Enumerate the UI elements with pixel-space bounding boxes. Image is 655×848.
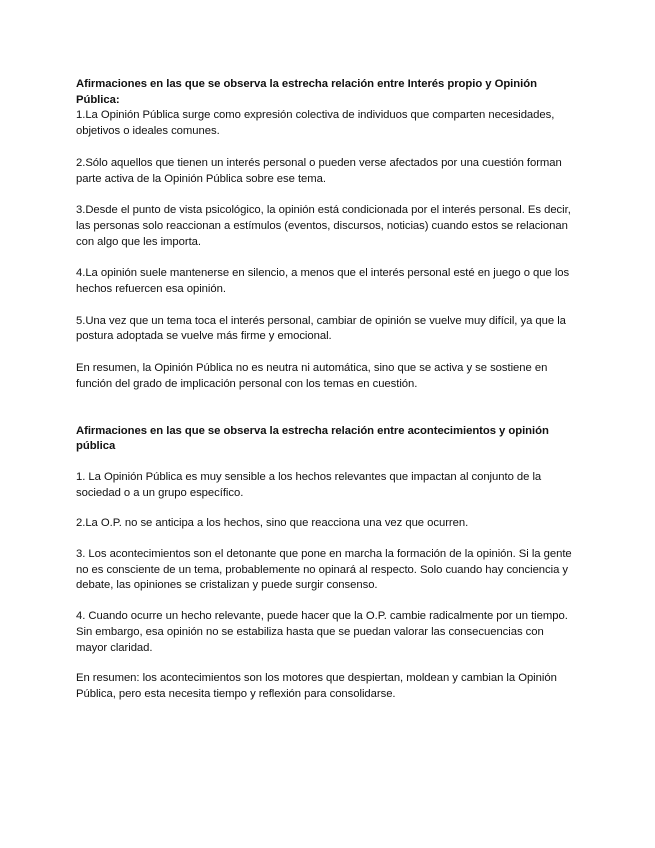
paragraph-interes-3: 3.Desde el punto de vista psicológico, la opinión está condicionada por el interés personal. Es decir, las personas solo reaccionan a estímulos (eventos, discursos, noticias) cuando estos se relacionan con algo que les importa. [76, 204, 571, 248]
paragraph-interes-4: 4.La opinión suele mantenerse en silencio, a menos que el interés personal esté en juego o que los hechos refuercen esa opinión. [76, 267, 570, 296]
section-heading-acontecimientos: Afirmaciones en las que se observa la estrecha relación entre acontecimientos y opinión pública [76, 424, 549, 453]
paragraph-acontecimientos-4: 4. Cuando ocurre un hecho relevante, puede hacer que la O.P. cambie radicalmente por un tiempo. Sin embargo, esa opinión no se estabiliza hasta que se puedan valorar las consecuencias con mayor claridad. [76, 610, 568, 654]
summary-acontecimientos: En resumen: los acontecimientos son los motores que despiertan, moldean y cambian la Opinión Pública, pero esta necesita tiempo y reflexión para consolidarse. [76, 672, 557, 700]
paragraph-acontecimientos-2: 2.La O.P. no se anticipa a los hechos, sino que reacciona una vez que ocurren. [76, 517, 469, 530]
section-heading-interes: Afirmaciones en las que se observa la estrecha relación entre Interés propio y Opinión Pública: [76, 78, 537, 106]
paragraph-acontecimientos-3: 3. Los acontecimientos son el detonante que pone en marcha la formación de la opinión. Si la gente no es consciente de un tema, probablemente no opinará al respecto. Solo cuando hay conciencia y debate, las opiniones se cristalizan y puede surgir consenso. [76, 548, 572, 592]
paragraph-acontecimientos-1: 1. La Opinión Pública es muy sensible a los hechos relevantes que impactan al conjunto de la sociedad o a un grupo específico. [76, 470, 542, 499]
document-body [76, 77, 576, 703]
summary-interes: En resumen, la Opinión Pública no es neutra ni automática, sino que se activa y se sostiene en función del grado de implicación personal con los temas en cuestión. [76, 362, 548, 390]
paragraph-interes-2: 2.Sólo aquellos que tienen un interés personal o pueden verse afectados por una cuestión forman parte activa de la Opinión Pública sobre ese tema. [76, 156, 562, 185]
paragraph-interes-1: 1.La Opinión Pública surge como expresión colectiva de individuos que comparten necesidades, objetivos o ideales comunes. [76, 109, 555, 138]
paragraph-interes-5: 5.Una vez que un tema toca el interés personal, cambiar de opinión se vuelve muy difícil, ya que la postura adoptada se vuelve más firme y emocional. [76, 314, 566, 343]
